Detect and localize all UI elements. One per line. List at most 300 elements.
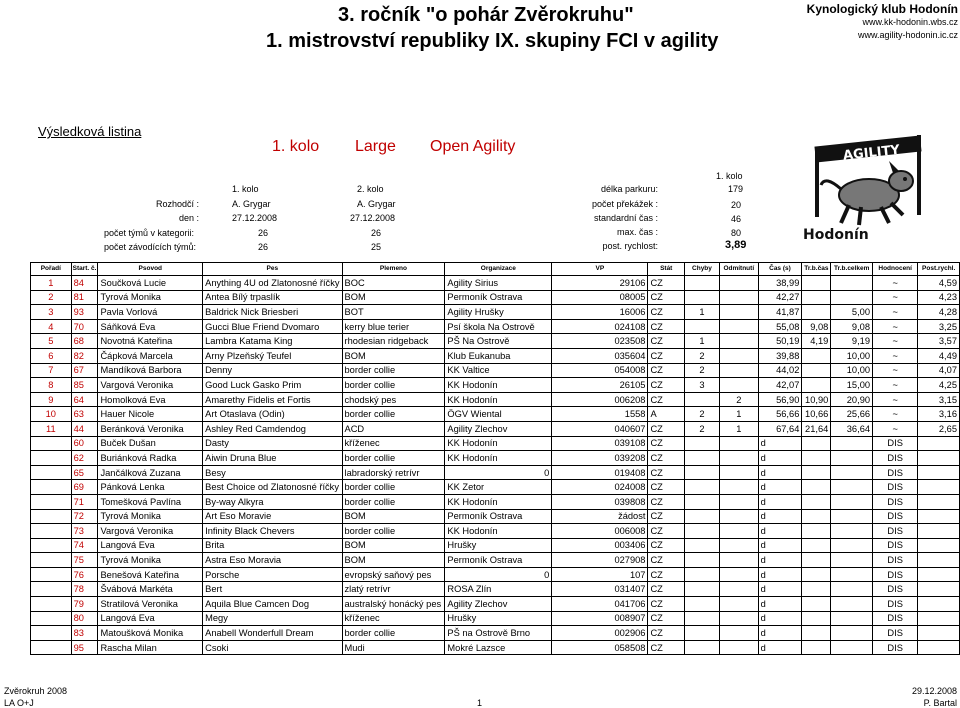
cell-total-faults — [831, 276, 873, 291]
cell-breed: Mudi — [342, 640, 445, 655]
cell-speed — [918, 451, 960, 466]
table-row — [31, 494, 960, 509]
category-title: Large — [355, 138, 396, 155]
cell-registration: 058508 — [552, 640, 648, 655]
cell-faults — [684, 392, 719, 407]
title-line-2: 1. mistrovství republiky IX. skupiny FCI v agility — [266, 30, 719, 52]
cell-dog: Dasty — [203, 436, 342, 451]
cell-registration: 006008 — [552, 524, 648, 539]
speed-value: 3,89 — [725, 239, 747, 251]
cell-start-no: 70 — [71, 319, 98, 334]
cell-speed: 4,28 — [918, 305, 960, 320]
cell-faults: 2 — [684, 421, 719, 436]
cell-start-no: 78 — [71, 582, 98, 597]
cell-time: 42,27 — [758, 290, 802, 305]
cell-time-faults — [802, 494, 831, 509]
competitors-2: 25 — [371, 242, 382, 252]
cell-handler: Buček Dušan — [98, 436, 203, 451]
speed-label: post. rychlost: — [602, 241, 658, 251]
cell-time: d — [758, 524, 802, 539]
cell-breed: border collie — [342, 407, 445, 422]
cell-organization: ROSA Zlín — [445, 582, 552, 597]
cell-country: CZ — [648, 305, 684, 320]
cell-registration: 035604 — [552, 348, 648, 363]
cell-time-faults — [802, 276, 831, 291]
cell-faults — [684, 319, 719, 334]
cell-total-faults — [831, 582, 873, 597]
cell-time-faults — [802, 567, 831, 582]
cell-registration: 027908 — [552, 553, 648, 568]
cell-rating: DIS — [873, 436, 918, 451]
cell-start-no: 84 — [71, 276, 98, 291]
std-time-value: 46 — [731, 214, 742, 224]
cell-total-faults — [831, 494, 873, 509]
cell-time: 50,19 — [758, 334, 802, 349]
cell-registration: 26105 — [552, 378, 648, 393]
cell-total-faults — [831, 538, 873, 553]
cell-time: d — [758, 480, 802, 495]
cell-time-faults: 4,19 — [802, 334, 831, 349]
day-2: 27.12.2008 — [350, 213, 396, 223]
cell-country: CZ — [648, 538, 684, 553]
cell-registration: 054008 — [552, 363, 648, 378]
cell-time-faults — [802, 480, 831, 495]
cell-time-faults — [802, 597, 831, 612]
cell-handler: Rascha Milan — [98, 640, 203, 655]
cell-registration: 039808 — [552, 494, 648, 509]
cell-rank — [31, 611, 72, 626]
cell-handler: Tyrová Monika — [98, 509, 203, 524]
club-url-1[interactable]: www.kk-hodonin.wbs.cz — [862, 17, 958, 27]
cell-country: CZ — [648, 378, 684, 393]
competitors-1: 26 — [258, 242, 269, 252]
cell-time: d — [758, 509, 802, 524]
cell-rank: 6 — [31, 348, 72, 363]
cell-dog: Csoki — [203, 640, 342, 655]
club-logo — [785, 127, 937, 249]
club-name: Kynologický klub Hodonín — [806, 2, 958, 16]
cell-country: CZ — [648, 494, 684, 509]
cell-rank: 10 — [31, 407, 72, 422]
std-time-label: standardní čas : — [593, 213, 658, 223]
cell-faults — [684, 597, 719, 612]
cell-speed: 3,57 — [918, 334, 960, 349]
cell-registration: 023508 — [552, 334, 648, 349]
cell-rank — [31, 480, 72, 495]
teams-2: 26 — [371, 228, 382, 238]
cell-country: CZ — [648, 392, 684, 407]
cell-organization: KK Hodonín — [445, 494, 552, 509]
cell-refusals — [719, 465, 758, 480]
cell-handler: Čápková Marcela — [98, 348, 203, 363]
cell-faults: 2 — [684, 348, 719, 363]
cell-speed — [918, 509, 960, 524]
cell-dog: Besy — [203, 465, 342, 480]
cell-start-no: 93 — [71, 305, 98, 320]
cell-breed: australský honácký pes — [342, 597, 445, 612]
cell-refusals — [719, 582, 758, 597]
cell-country: CZ — [648, 640, 684, 655]
cell-start-no: 83 — [71, 626, 98, 641]
cell-breed: kerry blue terier — [342, 319, 445, 334]
cell-total-faults: 9,19 — [831, 334, 873, 349]
cell-handler: Langová Eva — [98, 611, 203, 626]
logo-text: AGILITY — [842, 142, 901, 164]
cell-faults — [684, 480, 719, 495]
cell-speed — [918, 567, 960, 582]
cell-speed — [918, 538, 960, 553]
cell-organization: Klub Eukanuba — [445, 348, 552, 363]
club-url-2[interactable]: www.agility-hodonin.ic.cz — [857, 30, 958, 40]
cell-refusals: 2 — [719, 392, 758, 407]
cell-dog: Bert — [203, 582, 342, 597]
cell-start-no: 63 — [71, 407, 98, 422]
cell-faults: 2 — [684, 363, 719, 378]
cell-refusals — [719, 640, 758, 655]
cell-dog: Infinity Black Chevers — [203, 524, 342, 539]
cell-rank — [31, 597, 72, 612]
cell-time: 39,88 — [758, 348, 802, 363]
cell-country: CZ — [648, 451, 684, 466]
cell-dog: Gucci Blue Friend Dvomaro — [203, 319, 342, 334]
max-time-label: max. čas : — [616, 227, 658, 237]
cell-breed: BOM — [342, 348, 445, 363]
cell-organization: ÖGV Wiental — [445, 407, 552, 422]
cell-time: d — [758, 436, 802, 451]
header-rank: Pořadí — [31, 263, 72, 276]
cell-rating: ~ — [873, 334, 918, 349]
cell-handler: Tyrová Monika — [98, 290, 203, 305]
cell-rating: ~ — [873, 290, 918, 305]
cell-time-faults: 9,08 — [802, 319, 831, 334]
cell-time: d — [758, 626, 802, 641]
title-line-1: 3. ročník "o pohár Zvěrokruhu" — [338, 4, 634, 26]
cell-breed: ACD — [342, 421, 445, 436]
cell-breed: border collie — [342, 480, 445, 495]
cell-time: 56,66 — [758, 407, 802, 422]
header-time-faults: Tr.b.čas — [802, 263, 831, 276]
cell-faults — [684, 553, 719, 568]
discipline-title: Open Agility — [430, 138, 516, 155]
length-value: 179 — [728, 184, 744, 194]
header-country: Stát — [648, 263, 684, 276]
agility-dog-icon — [785, 127, 937, 249]
cell-total-faults — [831, 465, 873, 480]
cell-time-faults — [802, 582, 831, 597]
table-row — [31, 305, 960, 320]
cell-handler: Sáňková Eva — [98, 319, 203, 334]
cell-rating: ~ — [873, 421, 918, 436]
header-start-no: Start. č. — [71, 263, 98, 276]
cell-rank — [31, 451, 72, 466]
cell-speed: 4,07 — [918, 363, 960, 378]
cell-refusals: 1 — [719, 407, 758, 422]
cell-organization: Hrušky — [445, 538, 552, 553]
cell-time: d — [758, 451, 802, 466]
cell-time-faults — [802, 538, 831, 553]
cell-time-faults — [802, 553, 831, 568]
header-handler: Psovod — [98, 263, 203, 276]
cell-handler: Homolková Eva — [98, 392, 203, 407]
cell-breed: BOM — [342, 509, 445, 524]
cell-handler: Vargová Veronika — [98, 378, 203, 393]
cell-rating: DIS — [873, 626, 918, 641]
cell-handler: Hauer Nicole — [98, 407, 203, 422]
cell-country: CZ — [648, 553, 684, 568]
cell-registration: 031407 — [552, 582, 648, 597]
cell-rating: DIS — [873, 611, 918, 626]
cell-rating: ~ — [873, 378, 918, 393]
cell-handler: Matoušková Monika — [98, 626, 203, 641]
cell-total-faults: 20,90 — [831, 392, 873, 407]
footer-left-2: LA O+J — [4, 698, 34, 708]
cell-registration: 08005 — [552, 290, 648, 305]
cell-rank: 3 — [31, 305, 72, 320]
cell-handler: Benešová Kateřina — [98, 567, 203, 582]
cell-rank — [31, 538, 72, 553]
cell-rank — [31, 626, 72, 641]
cell-registration: 039208 — [552, 451, 648, 466]
cell-registration: 041706 — [552, 597, 648, 612]
cell-rank: 8 — [31, 378, 72, 393]
cell-rating: ~ — [873, 363, 918, 378]
cell-handler: Novotná Kateřina — [98, 334, 203, 349]
cell-refusals — [719, 334, 758, 349]
cell-speed — [918, 524, 960, 539]
judge-label: Rozhodčí : — [155, 199, 199, 209]
cell-refusals — [719, 378, 758, 393]
cell-speed — [918, 494, 960, 509]
cell-speed — [918, 480, 960, 495]
table-row — [31, 276, 960, 291]
cell-total-faults — [831, 436, 873, 451]
cell-refusals — [719, 524, 758, 539]
cell-rating: DIS — [873, 640, 918, 655]
cell-dog: Amarethy Fidelis et Fortis — [203, 392, 342, 407]
cell-total-faults — [831, 480, 873, 495]
cell-breed: border collie — [342, 494, 445, 509]
cell-organization: KK Valtice — [445, 363, 552, 378]
table-row — [31, 480, 960, 495]
cell-organization: Hrušky — [445, 611, 552, 626]
cell-speed — [918, 465, 960, 480]
cell-organization: KK Hodonín — [445, 524, 552, 539]
cell-time: d — [758, 465, 802, 480]
table-row — [31, 363, 960, 378]
cell-breed: rhodesian ridgeback — [342, 334, 445, 349]
cell-rank: 1 — [31, 276, 72, 291]
cell-dog: By-way Alkyra — [203, 494, 342, 509]
cell-start-no: 73 — [71, 524, 98, 539]
cell-dog: Art Eso Moravie — [203, 509, 342, 524]
cell-country: CZ — [648, 582, 684, 597]
cell-total-faults: 10,00 — [831, 348, 873, 363]
cell-time: 38,99 — [758, 276, 802, 291]
table-row — [31, 524, 960, 539]
cell-total-faults: 5,00 — [831, 305, 873, 320]
footer-author: P. Bartal — [923, 698, 957, 708]
cell-total-faults — [831, 567, 873, 582]
cell-country: CZ — [648, 465, 684, 480]
cell-registration: 024108 — [552, 319, 648, 334]
table-row — [31, 465, 960, 480]
table-row — [31, 319, 960, 334]
cell-dog: Brita — [203, 538, 342, 553]
cell-faults — [684, 538, 719, 553]
cell-rating: ~ — [873, 305, 918, 320]
cell-refusals: 1 — [719, 421, 758, 436]
day-label: den : — [178, 213, 199, 223]
cell-speed: 3,25 — [918, 319, 960, 334]
cell-breed: border collie — [342, 524, 445, 539]
cell-speed: 4,25 — [918, 378, 960, 393]
cell-time: 41,87 — [758, 305, 802, 320]
cell-registration: 003406 — [552, 538, 648, 553]
table-row — [31, 553, 960, 568]
cell-time: d — [758, 640, 802, 655]
cell-handler: Langová Eva — [98, 538, 203, 553]
cell-speed — [918, 597, 960, 612]
cell-dog: Ashley Red Camdendog — [203, 421, 342, 436]
cell-speed: 2,65 — [918, 421, 960, 436]
cell-registration: 019408 — [552, 465, 648, 480]
cell-time: 55,08 — [758, 319, 802, 334]
cell-dog: Good Luck Gasko Prim — [203, 378, 342, 393]
cell-handler: Součková Lucie — [98, 276, 203, 291]
cell-country: CZ — [648, 509, 684, 524]
cell-organization: KK Hodonín — [445, 378, 552, 393]
cell-refusals — [719, 553, 758, 568]
cell-speed — [918, 582, 960, 597]
cell-refusals — [719, 363, 758, 378]
cell-dog: Astra Eso Moravia — [203, 553, 342, 568]
cell-start-no: 65 — [71, 465, 98, 480]
cell-breed: border collie — [342, 378, 445, 393]
table-row — [31, 538, 960, 553]
cell-total-faults — [831, 597, 873, 612]
cell-time: 67,64 — [758, 421, 802, 436]
cell-country: CZ — [648, 480, 684, 495]
table-row — [31, 378, 960, 393]
cell-organization: PŠ Na Ostrově — [445, 334, 552, 349]
cell-country: CZ — [648, 611, 684, 626]
table-row — [31, 290, 960, 305]
cell-refusals — [719, 305, 758, 320]
cell-start-no: 72 — [71, 509, 98, 524]
cell-total-faults: 25,66 — [831, 407, 873, 422]
cell-breed: border collie — [342, 626, 445, 641]
cell-dog: Aquila Blue Camcen Dog — [203, 597, 342, 612]
obstacles-value: 20 — [731, 200, 742, 210]
cell-rating: DIS — [873, 494, 918, 509]
cell-handler: Pavla Vorlová — [98, 305, 203, 320]
cell-breed: chodský pes — [342, 392, 445, 407]
cell-rating: DIS — [873, 553, 918, 568]
header-speed: Post.rychl. — [918, 263, 960, 276]
cell-organization: Agility Hrušky — [445, 305, 552, 320]
cell-organization: KK Hodonín — [445, 436, 552, 451]
cell-dog: Arny Plzeňský Teufel — [203, 348, 342, 363]
cell-rating: ~ — [873, 407, 918, 422]
table-header — [31, 263, 960, 276]
cell-total-faults — [831, 611, 873, 626]
cell-rank — [31, 524, 72, 539]
cell-speed — [918, 626, 960, 641]
cell-refusals — [719, 597, 758, 612]
cell-registration: 107 — [552, 567, 648, 582]
cell-dog: Anything 4U od Zlatonosné říčky — [203, 276, 342, 291]
cell-country: CZ — [648, 334, 684, 349]
cell-dog: Best Choice od Zlatonosné říčky — [203, 480, 342, 495]
cell-registration: 024008 — [552, 480, 648, 495]
cell-rank — [31, 436, 72, 451]
table-row — [31, 392, 960, 407]
cell-faults — [684, 524, 719, 539]
cell-breed: kříženec — [342, 611, 445, 626]
cell-rank: 9 — [31, 392, 72, 407]
cell-start-no: 85 — [71, 378, 98, 393]
header-time: Čas (s) — [758, 263, 802, 276]
cell-time-faults: 10,66 — [802, 407, 831, 422]
cell-time: d — [758, 611, 802, 626]
cell-dog: Baldrick Nick Briesberi — [203, 305, 342, 320]
day-1: 27.12.2008 — [232, 213, 278, 223]
cell-handler: Tyrová Monika — [98, 553, 203, 568]
cell-breed: border collie — [342, 451, 445, 466]
table-row — [31, 640, 960, 655]
cell-speed — [918, 553, 960, 568]
cell-registration: žádost — [552, 509, 648, 524]
cell-time-faults — [802, 290, 831, 305]
length-label: délka parkuru: — [600, 184, 658, 194]
cell-organization: Permoník Ostrava — [445, 553, 552, 568]
cell-organization: Agility Sirius — [445, 276, 552, 291]
cell-total-faults: 9,08 — [831, 319, 873, 334]
cell-time: d — [758, 567, 802, 582]
cell-handler: Jančálková Zuzana — [98, 465, 203, 480]
cell-time-faults — [802, 611, 831, 626]
cell-faults — [684, 465, 719, 480]
cell-faults: 2 — [684, 407, 719, 422]
cell-registration: 039108 — [552, 436, 648, 451]
cell-time-faults — [802, 363, 831, 378]
header-breed: Plemeno — [342, 263, 445, 276]
round-title: 1. kolo — [272, 138, 320, 155]
cell-organization: Permoník Ostrava — [445, 290, 552, 305]
table-row — [31, 421, 960, 436]
results-table — [30, 262, 960, 655]
cell-dog: Antea Bílý trpaslík — [203, 290, 342, 305]
cell-refusals — [719, 626, 758, 641]
cell-breed: labradorský retrívr — [342, 465, 445, 480]
cell-time-faults — [802, 509, 831, 524]
cell-breed: BOC — [342, 276, 445, 291]
cell-start-no: 79 — [71, 597, 98, 612]
cell-refusals — [719, 290, 758, 305]
cell-start-no: 80 — [71, 611, 98, 626]
header-faults: Chyby — [684, 263, 719, 276]
cell-rating: DIS — [873, 509, 918, 524]
cell-faults — [684, 640, 719, 655]
cell-speed: 4,59 — [918, 276, 960, 291]
cell-time-faults — [802, 626, 831, 641]
header-registration: VP — [552, 263, 648, 276]
table-row — [31, 626, 960, 641]
cell-country: CZ — [648, 421, 684, 436]
header-dog: Pes — [203, 263, 342, 276]
cell-rank — [31, 553, 72, 568]
cell-rank — [31, 509, 72, 524]
